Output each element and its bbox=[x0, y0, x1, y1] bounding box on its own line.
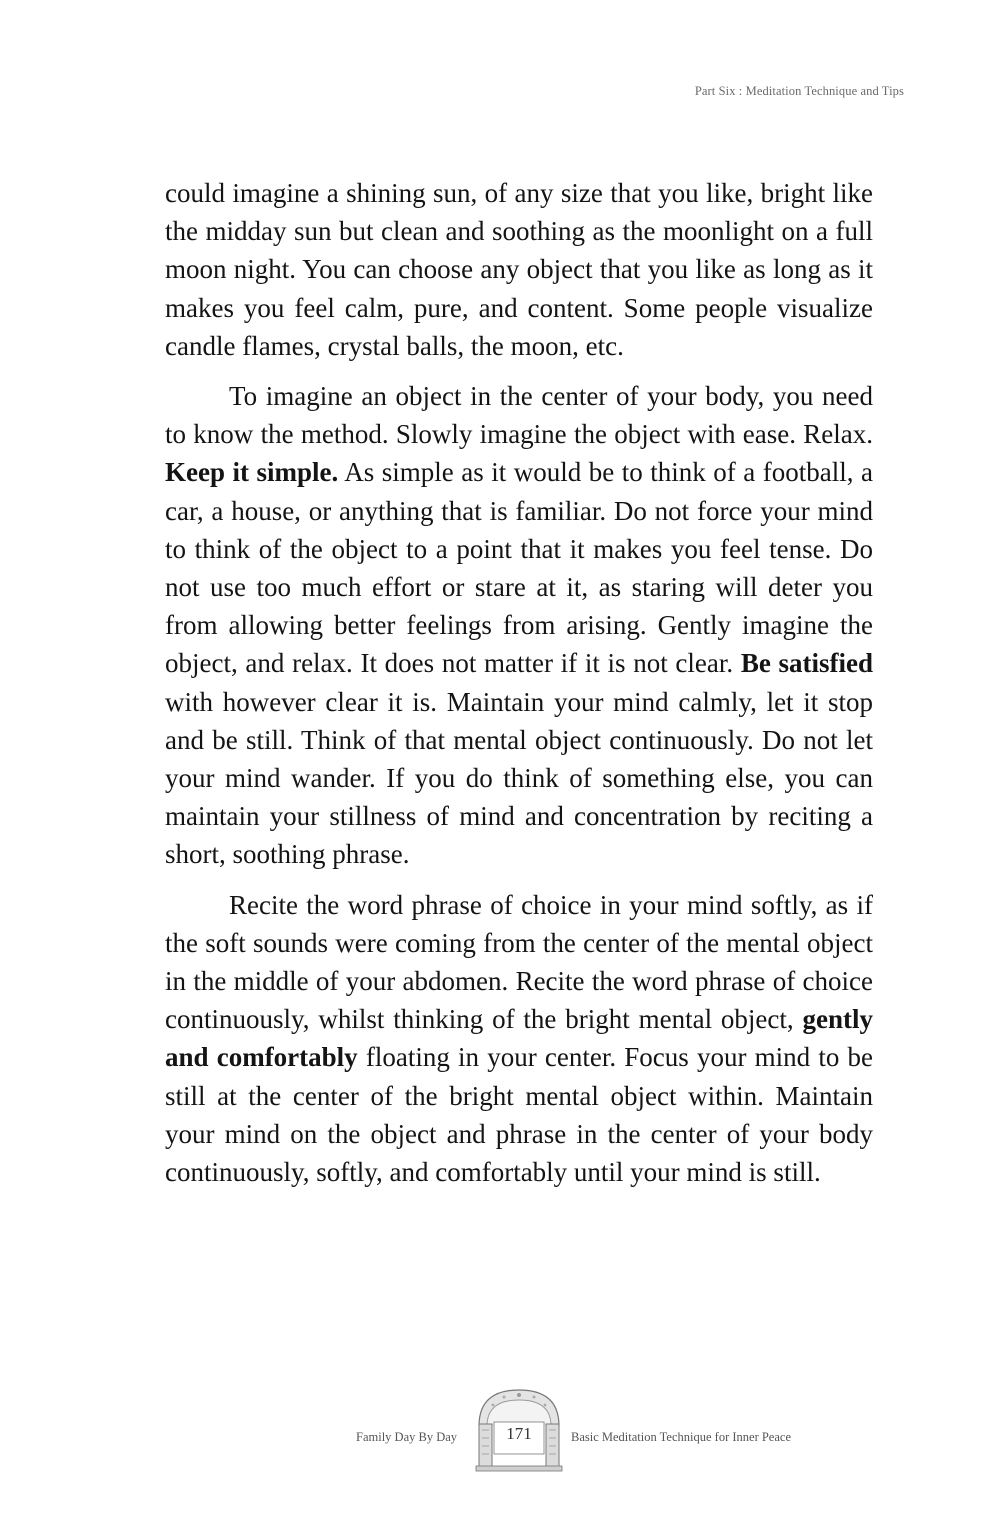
paragraph-1-text: could imagine a shining sun, of any size that you like, bright like the midday sun but clean and soothing as the moonlight on a full moon night. You can choose any object that you like as long as it makes you feel calm, pure, and content. Some people visualize candle flames, crystal balls, the moon, etc. bbox=[165, 178, 873, 361]
running-header: Part Six : Meditation Technique and Tips bbox=[694, 84, 904, 98]
paragraph-1 bbox=[165, 174, 873, 365]
paragraph-3-text-a: Recite the word phrase of choice in your mind softly, as if the soft sounds were coming from the center of the mental object in the middle of your abdomen. Recite the word phrase of choice continuously, whilst thinking of the bright mental object, bbox=[165, 889, 873, 1035]
paragraph-2 bbox=[165, 377, 873, 874]
paragraph-2-text-a: To imagine an object in the center of your body, you need to know the method. Slowly imagine the object with ease. Relax. bbox=[165, 381, 873, 450]
emphasis-be-satisfied: Be satisfied bbox=[740, 648, 873, 679]
page-footer bbox=[0, 1386, 1000, 1476]
page-number: 171 bbox=[506, 1424, 532, 1443]
footer-book-title: Family Day By Day bbox=[356, 1430, 458, 1444]
paragraph-3-text-b: floating in your center. Focus your mind to be still at the center of the bright mental object within. Maintain your mind on the object and phrase in the center of your body continuously, softly, and comfortably until your mind is still. bbox=[165, 1042, 873, 1188]
emphasis-keep-it-simple: Keep it simple. bbox=[165, 457, 339, 488]
body-text bbox=[165, 174, 873, 1203]
emphasis-gently-and-comfortably: gently and comfortably bbox=[165, 1004, 873, 1073]
paragraph-2-text-b: As simple as it would be to think of a football, a car, a house, or anything that is familiar. Do not force your mind to think of the object to a point that it makes you feel tense. Do not use too much effort or stare at it, as staring will deter you from allowing better feelings from arising. Gently imagine the object, and relax. It does not matter if it is not clear. bbox=[165, 457, 873, 679]
paragraph-3 bbox=[165, 886, 873, 1192]
paragraph-2-text-c: with however clear it is. Maintain your mind calmly, let it stop and be still. Think of that mental object continuously. Do not let your mind wander. If you do think of something else, you can maintain your stillness of mind and concentration by reciting a short, soothing phrase. bbox=[165, 686, 873, 870]
footer-chapter-title: Basic Meditation Technique for Inner Peace bbox=[571, 1430, 791, 1444]
